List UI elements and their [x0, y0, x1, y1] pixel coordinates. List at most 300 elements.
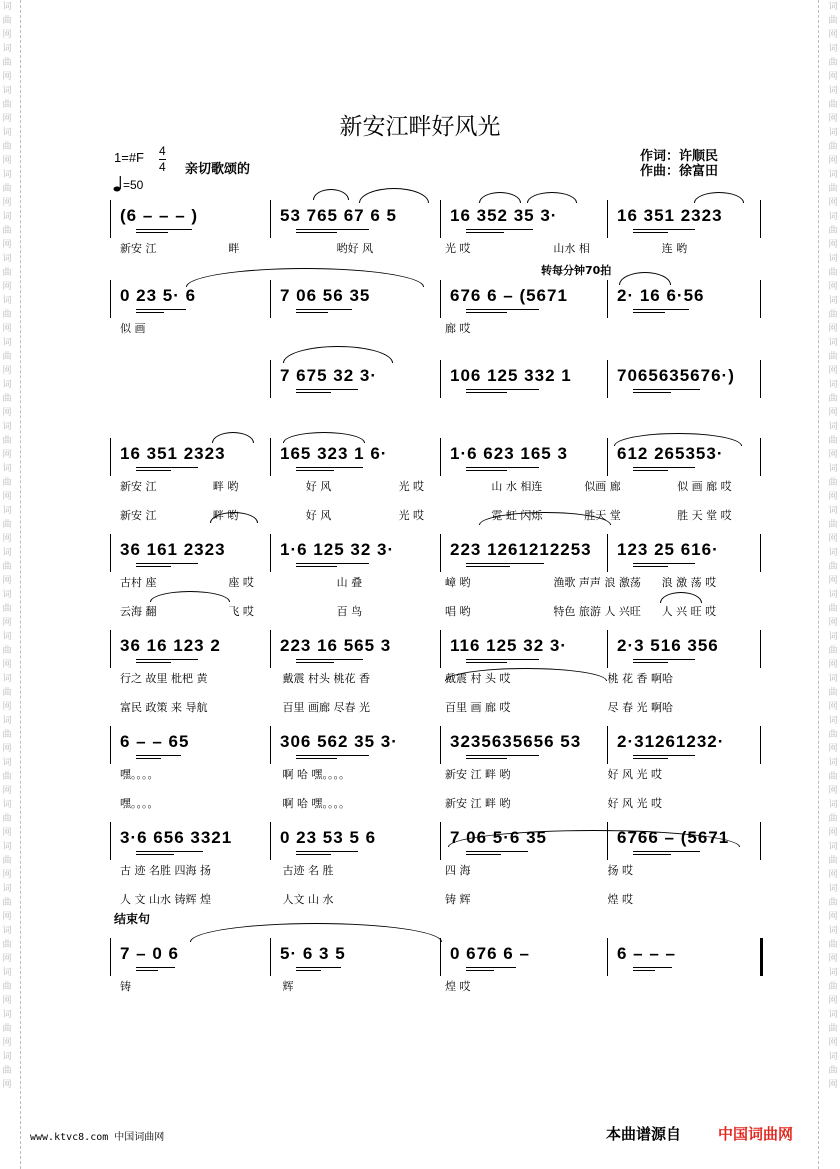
measure: 165 323 1 6·: [280, 444, 388, 463]
beam-line: [296, 470, 334, 471]
barline: [270, 534, 271, 572]
barline: [760, 438, 761, 476]
measure: 53 765 67 6 5: [280, 206, 397, 225]
lyric-segment: 光 哎: [445, 242, 471, 255]
beam-line: [136, 309, 186, 310]
watermark-glyph: 曲: [2, 1066, 12, 1076]
watermark-glyph: 曲: [828, 520, 838, 530]
barline: [440, 822, 441, 860]
lyric-segment: 啊 哈 嘿。。。。: [282, 768, 350, 781]
watermark-glyph: 词: [828, 632, 838, 642]
beam-line: [296, 232, 337, 233]
source-label: 本曲谱源自: [606, 1125, 682, 1143]
watermark-glyph: 曲: [2, 478, 12, 488]
lyric-line: [110, 766, 760, 780]
watermark-glyph: 曲: [828, 1024, 838, 1034]
watermark-glyph: 词: [828, 464, 838, 474]
beam-line: [296, 854, 331, 855]
watermark-glyph: 词: [828, 800, 838, 810]
watermark-glyph: 词: [828, 674, 838, 684]
watermark-glyph: 词: [828, 2, 838, 12]
measure: 223 1261212253: [450, 540, 592, 559]
watermark-glyph: 网: [828, 702, 838, 712]
beam-line: [466, 309, 539, 310]
lyric-segment: 戴震 村头 桃花 香: [282, 672, 370, 685]
lyric-segment: 霓 虹 闪烁: [491, 509, 543, 522]
watermark-glyph: 网: [828, 996, 838, 1006]
measure: 3235635656 53: [450, 732, 582, 751]
watermark-glyph: 曲: [2, 352, 12, 362]
beam-line: [633, 467, 695, 468]
lyric-segment: 嶂 哟: [445, 576, 471, 589]
barline: [607, 630, 608, 668]
barline: [440, 534, 441, 572]
beam-line: [633, 232, 668, 233]
barline: [440, 200, 441, 238]
watermark-glyph: 曲: [828, 478, 838, 488]
key-signature: 1=#F: [114, 150, 144, 165]
watermark-glyph: 曲: [828, 226, 838, 236]
watermark-glyph: 词: [2, 86, 12, 96]
watermark-glyph: 曲: [2, 772, 12, 782]
barline: [440, 630, 441, 668]
beam-line: [136, 659, 198, 660]
beam-line: [136, 755, 181, 756]
lyric-segment: 渔歌 声声 浪 激荡: [553, 576, 641, 589]
lyric-segment: 特色 旅游 人 兴旺: [553, 605, 641, 618]
lyric-line: [110, 240, 760, 254]
beam-line: [296, 566, 337, 567]
watermark-glyph: 曲: [2, 226, 12, 236]
watermark-glyph: 曲: [2, 310, 12, 320]
beam-line: [136, 967, 175, 968]
watermark-glyph: 曲: [2, 982, 12, 992]
watermark-glyph: 词: [2, 674, 12, 684]
watermark-glyph: 词: [2, 170, 12, 180]
measure: 7 06 5·6 35: [450, 828, 548, 847]
lyric-segment: 山 水 相连: [491, 480, 543, 493]
watermark-glyph: 曲: [828, 604, 838, 614]
measure: 36 16 123 2: [120, 636, 221, 655]
lyric-segment: 嘿。。。。: [120, 797, 159, 810]
beam-line: [136, 970, 158, 971]
watermark-glyph: 网: [2, 996, 12, 1006]
beam-line: [136, 758, 161, 759]
barline: [760, 630, 761, 668]
barline: [607, 534, 608, 572]
barline: [110, 726, 111, 764]
beam-line: [296, 229, 369, 230]
watermark-glyph: 网: [2, 492, 12, 502]
lyric-segment: 连 哟: [661, 242, 688, 255]
measure: (6 – – – ): [120, 206, 199, 225]
lyric-segment: 铸 辉: [445, 893, 471, 906]
measure: 36 161 2323: [120, 540, 226, 559]
slur: [619, 272, 671, 285]
watermark-glyph: 网: [828, 240, 838, 250]
lyric-segment: 新安 江 畔 哟: [445, 797, 511, 810]
beam-line: [633, 229, 695, 230]
lyric-segment: 座 哎: [228, 576, 254, 589]
watermark-glyph: 网: [828, 954, 838, 964]
beam-line: [633, 392, 671, 393]
watermark-glyph: 网: [2, 534, 12, 544]
lyric-segment: 啊 哈 嘿。。。。: [282, 797, 350, 810]
watermark-glyph: 词: [2, 590, 12, 600]
left-watermark-strip: [0, 0, 14, 1169]
barline: [760, 280, 761, 318]
slur: [660, 592, 702, 603]
lyric-segment: 光 哎: [398, 480, 425, 493]
lyric-segment: 似 画 廊 哎: [677, 480, 732, 493]
watermark-glyph: 网: [2, 828, 12, 838]
time-top: 4: [159, 144, 166, 158]
barline: [110, 280, 111, 318]
beam-line: [466, 312, 507, 313]
watermark-glyph: 曲: [2, 184, 12, 194]
measure: 5· 6 3 5: [280, 944, 346, 963]
watermark-glyph: 词: [2, 548, 12, 558]
watermark-glyph: 网: [828, 1080, 838, 1090]
watermark-glyph: 网: [2, 744, 12, 754]
barline: [440, 438, 441, 476]
watermark-glyph: 曲: [828, 58, 838, 68]
watermark-glyph: 网: [828, 72, 838, 82]
watermark-glyph: 曲: [2, 1024, 12, 1034]
lyric-segment: 铸: [120, 980, 131, 993]
watermark-glyph: 曲: [828, 982, 838, 992]
watermark-glyph: 曲: [828, 16, 838, 26]
lyric-segment: 好 风 光 哎: [607, 768, 662, 781]
watermark-glyph: 词: [828, 926, 838, 936]
beam-line: [136, 563, 198, 564]
lyric-line: [110, 320, 760, 334]
beam-line: [296, 563, 369, 564]
lyric-segment: 百里 画廊 尽春 光: [282, 701, 370, 714]
watermark-glyph: 曲: [828, 562, 838, 572]
watermark-glyph: 网: [2, 156, 12, 166]
measure: 116 125 32 3·: [450, 636, 567, 655]
lyric-segment: 廊 哎: [445, 322, 471, 335]
barline: [607, 726, 608, 764]
beam-line: [296, 467, 363, 468]
barline: [760, 360, 761, 398]
barline: [760, 938, 763, 976]
barline: [607, 438, 608, 476]
measure: 2·31261232·: [617, 732, 725, 751]
measure: 7065635676·): [617, 366, 735, 385]
measure: 306 562 35 3·: [280, 732, 398, 751]
watermark-glyph: 曲: [2, 394, 12, 404]
watermark-glyph: 词: [2, 758, 12, 768]
beam-line: [136, 851, 203, 852]
measure: 7 – 0 6: [120, 944, 179, 963]
beam-line: [466, 229, 533, 230]
time-signature: [159, 144, 166, 175]
watermark-glyph: 曲: [828, 394, 838, 404]
measure: 2·3 516 356: [617, 636, 719, 655]
measure: 2· 16 6·56: [617, 286, 705, 305]
watermark-glyph: 网: [2, 324, 12, 334]
beam-line: [296, 309, 352, 310]
watermark-glyph: 曲: [2, 520, 12, 530]
brand-name[interactable]: 中国词曲网: [718, 1125, 794, 1143]
watermark-glyph: 网: [2, 366, 12, 376]
beam-line: [633, 566, 668, 567]
watermark-glyph: 网: [828, 324, 838, 334]
watermark-glyph: 曲: [828, 142, 838, 152]
beam-line: [466, 854, 501, 855]
watermark-glyph: 曲: [828, 814, 838, 824]
watermark-glyph: 网: [828, 492, 838, 502]
lyric-segment: 胜天 堂: [584, 509, 621, 522]
lyric-segment: 好 风 光 哎: [607, 797, 662, 810]
tempo-value: =50: [123, 178, 144, 192]
barline: [760, 534, 761, 572]
barline: [110, 630, 111, 668]
slur: [313, 189, 349, 200]
watermark-glyph: 网: [828, 828, 838, 838]
time-bottom: 4: [159, 160, 166, 174]
lyric-line: [110, 603, 760, 617]
beam-line: [296, 755, 369, 756]
lyric-segment: 四 海: [445, 864, 471, 877]
watermark-glyph: 曲: [2, 436, 12, 446]
beam-line: [296, 851, 358, 852]
lyric-line: [110, 574, 760, 588]
barline: [760, 726, 761, 764]
watermark-glyph: 曲: [828, 898, 838, 908]
watermark-glyph: 词: [828, 86, 838, 96]
watermark-glyph: 词: [2, 128, 12, 138]
beam-line: [136, 229, 192, 230]
watermark-glyph: 网: [2, 660, 12, 670]
lyric-segment: 哟好 风: [336, 242, 374, 255]
lyric-segment: 辉: [282, 980, 294, 993]
lyric-segment: 富民 政策 来 导航: [120, 701, 208, 714]
barline: [440, 726, 441, 764]
lyric-segment: 古迹 名 胜: [282, 864, 334, 877]
measure: 0 23 53 5 6: [280, 828, 377, 847]
watermark-glyph: 词: [828, 1010, 838, 1020]
lyric-segment: 新安 江: [120, 509, 157, 522]
watermark-glyph: 曲: [828, 772, 838, 782]
lyric-segment: 似画 廊: [584, 480, 621, 493]
watermark-glyph: 网: [2, 408, 12, 418]
barline: [607, 938, 608, 976]
watermark-glyph: 曲: [2, 856, 12, 866]
lyric-segment: 扬 哎: [607, 864, 633, 877]
watermark-glyph: 网: [2, 114, 12, 124]
watermark-glyph: 曲: [2, 268, 12, 278]
measure: 123 25 616·: [617, 540, 719, 559]
slur: [283, 432, 365, 443]
lyric-segment: 煌 哎: [445, 980, 471, 993]
lyric-segment: 嘿。。。。: [120, 768, 159, 781]
beam-line: [466, 659, 539, 660]
watermark-glyph: 词: [2, 968, 12, 978]
watermark-glyph: 网: [2, 30, 12, 40]
measure: 223 16 565 3: [280, 636, 392, 655]
watermark-glyph: 网: [828, 618, 838, 628]
measure: 6 – – –: [617, 944, 676, 963]
beam-line: [136, 312, 164, 313]
lyric-segment: 胜 天 堂 哎: [677, 509, 732, 522]
measure: 7 06 56 35: [280, 286, 371, 305]
lyric-segment: 人 文 山水 铸辉 煌: [120, 893, 211, 906]
barline: [760, 822, 761, 860]
beam-line: [633, 470, 668, 471]
song-title: 新安江畔好风光: [339, 114, 501, 140]
beam-line: [633, 755, 695, 756]
beam-line: [296, 389, 358, 390]
slur: [190, 923, 442, 942]
lyric-segment: 行之 故里 枇杷 黄: [120, 672, 208, 685]
watermark-glyph: 网: [828, 1038, 838, 1048]
watermark-glyph: 曲: [2, 730, 12, 740]
watermark-glyph: 词: [2, 506, 12, 516]
watermark-glyph: 词: [828, 590, 838, 600]
watermark-glyph: 词: [2, 422, 12, 432]
watermark-glyph: 曲: [828, 352, 838, 362]
slur: [212, 432, 254, 443]
watermark-glyph: 曲: [2, 814, 12, 824]
watermark-glyph: 网: [2, 240, 12, 250]
lyric-segment: 飞 哎: [228, 605, 254, 618]
watermark-glyph: 词: [2, 2, 12, 12]
watermark-glyph: 词: [2, 800, 12, 810]
watermark-glyph: 曲: [828, 730, 838, 740]
beam-line: [136, 467, 198, 468]
barline: [607, 200, 608, 238]
lyric-segment: 百里 画 廊 哎: [445, 701, 511, 714]
watermark-glyph: 词: [828, 716, 838, 726]
watermark-glyph: 词: [2, 338, 12, 348]
watermark-glyph: 词: [828, 296, 838, 306]
watermark-glyph: 词: [828, 884, 838, 894]
watermark-glyph: 词: [2, 212, 12, 222]
lyric-line: [110, 699, 760, 713]
watermark-glyph: 词: [2, 884, 12, 894]
watermark-glyph: 词: [2, 1010, 12, 1020]
lyric-line: [110, 478, 760, 492]
beam-line: [136, 566, 171, 567]
beam-line: [136, 470, 171, 471]
credits: [640, 149, 718, 179]
watermark-glyph: 曲: [2, 604, 12, 614]
watermark-glyph: 曲: [828, 940, 838, 950]
beam-line: [466, 467, 539, 468]
watermark-glyph: 网: [828, 366, 838, 376]
watermark-glyph: 曲: [828, 184, 838, 194]
lyric-line: [110, 670, 760, 684]
watermark-glyph: 词: [828, 968, 838, 978]
lyric-segment: 煌 哎: [607, 893, 633, 906]
lyric-line: [110, 862, 760, 876]
beam-line: [296, 392, 331, 393]
coda-label: 结束句: [114, 912, 151, 926]
beam-line: [633, 389, 700, 390]
beam-line: [296, 659, 363, 660]
barline: [270, 360, 271, 398]
beam-line: [136, 232, 168, 233]
watermark-glyph: 网: [828, 534, 838, 544]
lyric-segment: 古村 座: [120, 576, 157, 589]
barline: [270, 726, 271, 764]
watermark-glyph: 词: [2, 632, 12, 642]
watermark-glyph: 网: [828, 660, 838, 670]
watermark-glyph: 网: [2, 198, 12, 208]
site-url[interactable]: www.ktvc8.com 中国词曲网: [30, 1132, 165, 1143]
watermark-glyph: 词: [828, 128, 838, 138]
lyric-segment: 光 哎: [398, 509, 425, 522]
watermark-glyph: 词: [2, 296, 12, 306]
measure: 16 351 2323: [120, 444, 226, 463]
watermark-glyph: 曲: [2, 562, 12, 572]
watermark-glyph: 网: [828, 282, 838, 292]
beam-line: [466, 755, 539, 756]
watermark-glyph: 曲: [828, 310, 838, 320]
lyricist: 作词：许顺民: [640, 149, 719, 164]
barline: [270, 822, 271, 860]
watermark-glyph: 词: [2, 464, 12, 474]
beam-line: [466, 758, 507, 759]
expression-marking: 亲切歌颂的: [185, 162, 251, 177]
measure: 106 125 332 1: [450, 366, 572, 385]
lyric-line: [110, 795, 760, 809]
watermark-glyph: 网: [828, 114, 838, 124]
watermark-glyph: 词: [828, 170, 838, 180]
lyric-line: [110, 891, 760, 905]
barline: [270, 630, 271, 668]
lyric-segment: 好 风: [305, 480, 332, 493]
measure: 16 352 35 3·: [450, 206, 558, 225]
left-dashed-guide: [20, 0, 21, 1169]
right-dashed-guide: [818, 0, 819, 1169]
slur: [527, 192, 577, 203]
beam-line: [296, 967, 341, 968]
tempo-marking: [113, 176, 143, 192]
lyric-segment: 唱 哟: [445, 605, 471, 618]
measure: 1·6 125 32 3·: [280, 540, 395, 559]
slur: [150, 591, 230, 602]
lyric-segment: 似 画: [120, 322, 146, 335]
watermark-glyph: 网: [828, 156, 838, 166]
beam-line: [296, 970, 321, 971]
watermark-glyph: 曲: [828, 688, 838, 698]
watermark-glyph: 网: [828, 576, 838, 586]
watermark-glyph: 词: [828, 842, 838, 852]
watermark-glyph: 词: [828, 44, 838, 54]
watermark-glyph: 网: [2, 954, 12, 964]
beam-line: [466, 392, 507, 393]
watermark-glyph: 词: [828, 506, 838, 516]
watermark-glyph: 网: [2, 912, 12, 922]
watermark-glyph: 曲: [2, 940, 12, 950]
watermark-glyph: 曲: [828, 100, 838, 110]
lyric-segment: 百 鸟: [336, 605, 363, 618]
watermark-glyph: 曲: [828, 1066, 838, 1076]
watermark-glyph: 网: [2, 576, 12, 586]
watermark-glyph: 曲: [2, 16, 12, 26]
lyric-line: [110, 978, 760, 992]
slur: [186, 268, 424, 287]
lyric-segment: 人文 山 水: [282, 893, 334, 906]
lyric-segment: 桃 花 香 啊哈: [607, 672, 673, 685]
composer: 作曲：徐富田: [640, 164, 719, 179]
beam-line: [466, 566, 510, 567]
beam-line: [633, 563, 695, 564]
